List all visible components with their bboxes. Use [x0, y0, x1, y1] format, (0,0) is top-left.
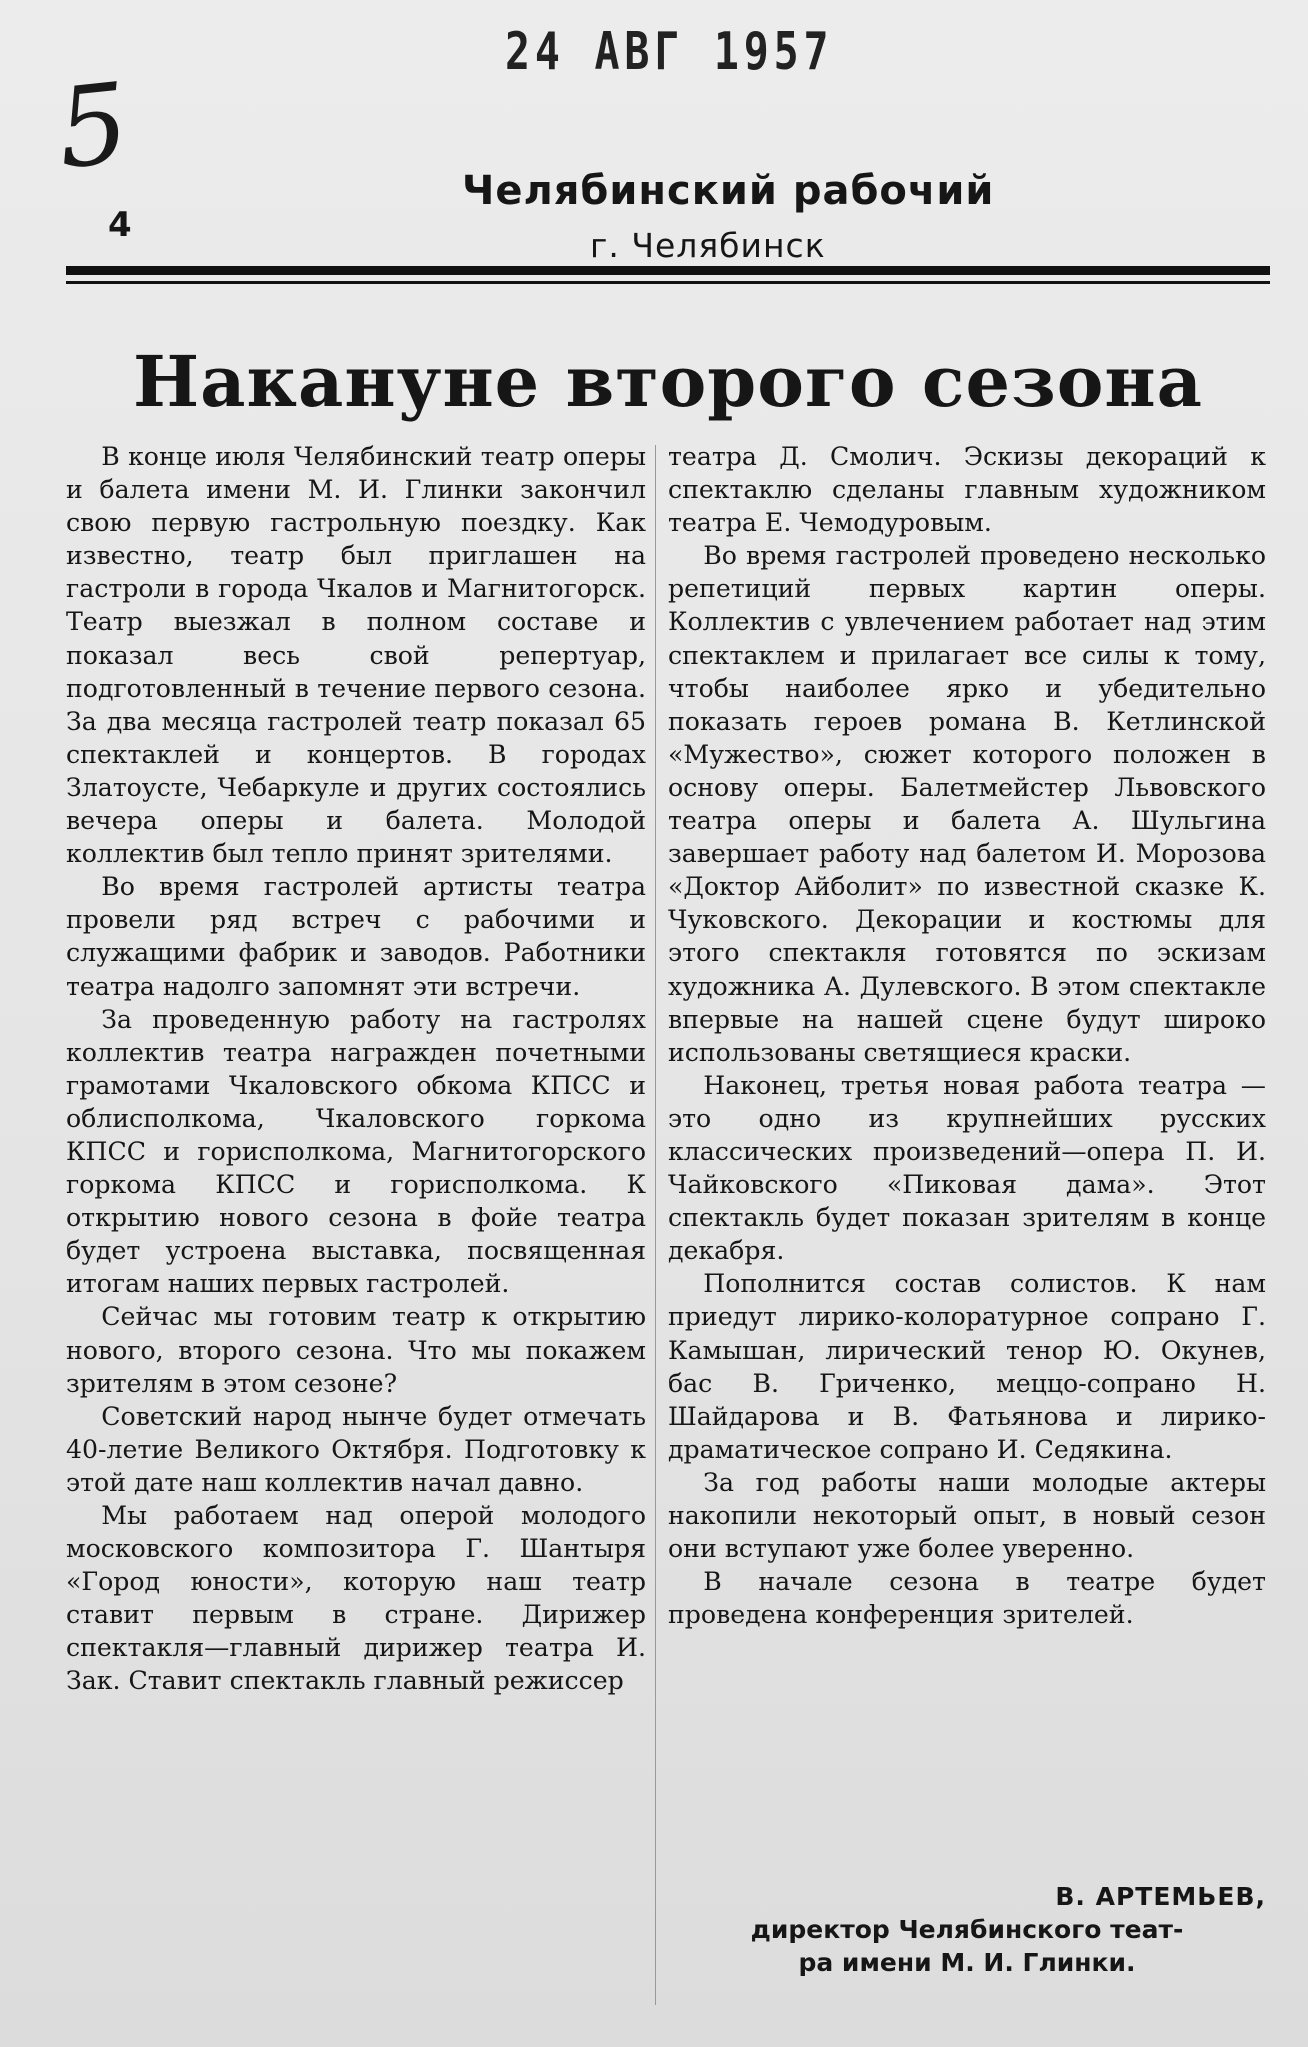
- author-title-line: ра имени М. И. Глинки.: [798, 1948, 1136, 1977]
- paragraph: Мы работаем над оперой молодого московского композитора Г. Шантыря «Город юности», которую наш театр ставит первым в стране. Дирижер спектакля—главный дирижер театра И. Зак. Ставит спектакль главный режиссер: [66, 1501, 646, 1696]
- paragraph: За проведенную работу на гастролях коллектив театра награжден почетными грамотами Чкаловского обкома КПСС и облисполкома, Чкаловского горкома КПСС и горисполкома, Магнитогорского горкома КПСС и горисполкома. К открытию нового сезона в фойе театра будет устроена выставка, посвященная итогам наших первых гастролей.: [66, 1004, 646, 1299]
- paragraph: Во время гастролей проведено несколько репетиций первых картин оперы. Коллектив с увлечением работает над этим спектаклем и прилагает все силы к тому, чтобы наиболее ярко и убедительно показать героев романа В. Кетлинской «Мужество», сюжет которого положен в основу оперы. Балетмейстер Львовского театра оперы и балета А. Шульгина завершает работу над балетом И. Морозова «Доктор Айболит» по известной сказке К. Чуковского. Декорации и костюмы для этого спектакля готовятся по эскизам художника А. Дулевского. В этом спектакле впервые на нашей сцене будут широко использованы светящиеся краски.: [668, 541, 1266, 1067]
- date-stamp: 24 АВГ 1957: [505, 22, 834, 82]
- paragraph: Пополнится состав солистов. К нам приедут лирико-колоратурное сопрано Г. Камышан, лирический тенор Ю. Окунев, бас В. Гриченко, меццо-сопрано Н. Шайдарова и В. Фатьянова и лирико-драматическое сопрано И. Седякина.: [668, 1269, 1266, 1464]
- newspaper-city: г. Челябинск: [590, 226, 826, 265]
- article-headline: Накануне второго сезона: [133, 340, 1203, 423]
- header-rule-thick: [66, 266, 1270, 275]
- handwritten-number: 5: [51, 58, 135, 194]
- header-rule-thin: [66, 281, 1270, 284]
- author-title-line: директор Челябинского теат-: [750, 1915, 1184, 1944]
- author-name: В. АРТЕМЬЕВ,: [1055, 1882, 1266, 1911]
- paragraph: Сейчас мы готовим театр к открытию нового, второго сезона. Что мы покажем зрителям в этом сезоне?: [66, 1302, 646, 1398]
- paragraph: За год работы наши молодые актеры накопили некоторый опыт, в новый сезон они вступают уже более уверенно.: [668, 1467, 1266, 1564]
- article-column-left: [66, 440, 646, 1698]
- author-title: [668, 1913, 1266, 1979]
- paragraph: Наконец, третья новая работа театра — это одно из крупнейших русских классических произведений—опера П. И. Чайковского «Пиковая дама». Этот спектакль будет показан зрителям в конце декабря.: [668, 1070, 1266, 1266]
- paragraph: В начале сезона в театре будет проведена конференция зрителей.: [668, 1567, 1266, 1630]
- page-number: 4: [108, 205, 132, 245]
- article-column-right: [668, 440, 1266, 1631]
- newspaper-name: Челябинский рабочий: [462, 168, 995, 214]
- paragraph: В конце июля Челябинский театр оперы и балета имени М. И. Глинки закончил свою первую гастрольную поездку. Как известно, театр был приглашен на гастроли в города Чкалов и Магнитогорск. Театр выезжал в полном составе и показал весь свой репертуар, подготовленный в течение первого сезона. За два месяца гастролей театр показал 65 спектаклей и концертов. В городах Златоусте, Чебаркуле и других состоялись вечера оперы и балета. Молодой коллектив был тепло принят зрителями.: [66, 442, 646, 869]
- paragraph: Во время гастролей артисты театра провели ряд встреч с рабочими и служащими фабрик и заводов. Работники театра надолго запомнят эти встречи.: [66, 872, 646, 1001]
- paragraph: театра Д. Смолич. Эскизы декораций к спектаклю сделаны главным художником театра Е. Чемодуровым.: [668, 442, 1266, 538]
- column-divider: [655, 445, 656, 2005]
- paragraph: Советский народ нынче будет отмечать 40-летие Великого Октября. Подготовку к этой дате наш коллектив начал давно.: [66, 1401, 646, 1497]
